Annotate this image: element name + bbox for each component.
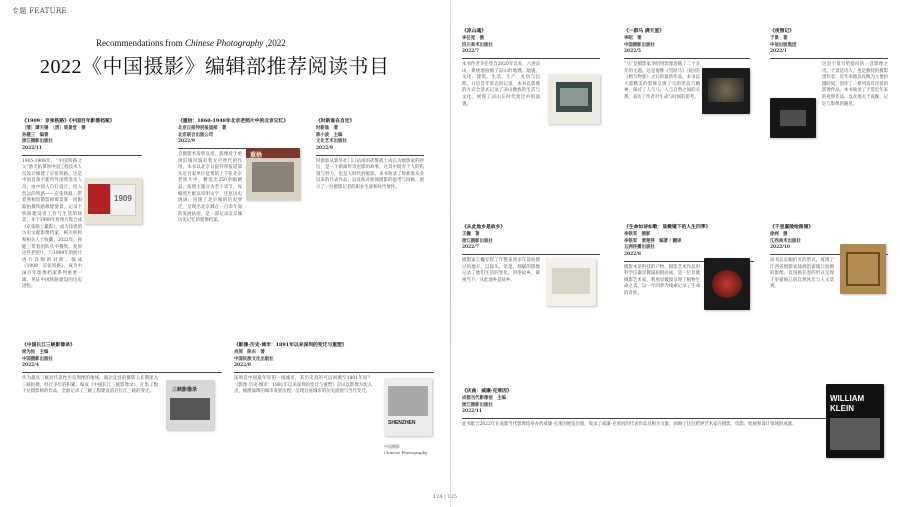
book-description: 该书以长幅折页的形式，再现了江西省摄影家徐洲沿嘉陵江拍摄的影像，以国画长卷的形式呈现千里嘉陵江的自然风光与人文景观。 [770,258,834,290]
book-title: 《夜照记》 [770,28,794,34]
book-date: 2022/8 [624,252,641,258]
book-title: 《影像·历史·城市：1891年以来深圳的变迁与重塑》 [234,342,347,348]
book-entry [462,388,882,429]
book-title: 《中国长江三峡影像录》 [22,342,75,348]
book-title: 《凉山魂》 [462,28,486,34]
book-date: 2022/11 [22,146,42,152]
book-date: 2022/10 [770,245,790,251]
book-description: 1905-1909年，“中国铁路之父”詹天佑带领中国工程技术人员设计修建了京张铁路，这是中国首条不使用外国资金及人员、由中国人自行设计、投入营运的铁路——京张铁路。带着照相馆摄影师谭景棠一同跟踪拍摄铁路修建情景，记录下铁路建设者工作与生活的场景，并于1909年将照片集合成《京张路工撮影》，成为珍贵的历史文献影像档案，相关机构和相关人士收藏。2022年，孙健三带着团队从中搜集、复原这些老照片，与1909年的照片进行详细的对照，编成《1909：京张铁路》，成为中国百年影像档案系列重要一辑，见证中国铁路建设的历史进程。 [22,158,82,290]
book-publisher: 中国摄影出版社 [624,42,655,48]
book-title: 《时新谁在自定》 [316,118,355,124]
book-publisher: 北京联合出版公司 [178,132,214,138]
book-date: 2022/7 [462,245,479,251]
book-editor: 李铁军 黄楚萍 编著 / 翻译 [624,238,682,244]
book-publisher: 浙江摄影出版社 [22,139,53,145]
book-description: 深圳是中国最年轻的一线城市，其历史真的可以回溯至1891年吗？《影像·历史·城市：1891年以来深圳的变迁与重塑》尝试以影像为切入点，梳理深圳的城市发展历程，呈现这座城市的历史面貌与当代变迁。 [234,376,372,395]
book-author: 成都当代影像馆 主编 [462,396,506,402]
book-date: 2022/11 [462,409,482,415]
book-cover-jialing [840,244,886,294]
book-description: “马”是摄影家李昭用影像追随了二十多年的主题。这是他继《雪原马》《蛇国》《榕与物象》之后的最新作品。本书以大量精美的影像呈现了马的形态与精神，探讨了人与马、人与自然之间的关系，表达了作者对生命与时间的思考。 [624,62,700,101]
book-editor: 陈小波 主编 [316,132,343,138]
book-date: 2022/1 [770,49,787,55]
book-publisher: 中信出版集团 [770,42,797,48]
book-cover-shenzhen: SHENZHEN [384,378,432,436]
book-author: 徐为民 主编 [22,350,49,356]
divider [234,372,434,373]
book-cover-chongshi: 重拾 [246,148,300,200]
book-author: 李铁军 摄影 [624,232,651,238]
book-title: 《生命如诗如歌：显微镜下的人生四季》 [624,224,711,230]
book-cover-liangshan [548,74,600,124]
book-title: 《1909：京张铁路》《中国百年影像档案》 [22,118,115,124]
divider [462,418,882,419]
book-author: 李昭 著 [624,36,642,42]
book-author: 肖阅 陈东 著 [234,350,265,356]
book-date: 2022/8 [234,363,251,369]
book-date: 2022/4 [22,363,39,369]
book-author: 王樾 著 [462,232,480,238]
book-publisher: 四川美术出版社 [462,42,493,48]
book-title: 《千里嘉陵绘图图》 [770,224,814,230]
divider [624,58,750,59]
book-cover-three-gorges: 三峡影像录 [166,380,214,430]
book-publisher: 中国民族文化出版社 [234,356,274,362]
book-description: 本书作者李任宽自2020年以来，六进凉山，系统地拍摄了凉山的地理、地貌、文化、建筑、生活、生产、礼俗与信仰，开启昔年常态的记录。本书以影像的方式全景式记录了凉山彝族的生活与文化，展现了凉山在时代变迁中的面貌。 [462,62,540,107]
book-description: 摄影本是科技的产物，摄影艺术作品用科学仪器显微镜拍摄而成，是一位显微摄影艺术家，利用显微镜呈现了植物生命之美，以一年四季为线索记录了生命的奇妙。 [624,264,700,297]
book-title: 《庆曲：威廉·克莱因》 [462,388,512,394]
book-title: 《重拾：1860-1948年北京老照片中的北京记忆》 [178,118,289,124]
divider [770,58,888,59]
book-cover-microscope [704,258,750,310]
book-description: 时新谁从新华社门口站岗的武警战士成长为摄影家的经历，是一个新闻传奇也影的故事。这其中既有个人的机遇与努力，也是大时代的缩影。本书收录了时新谁从业以来的代表作品，以及他对新闻摄影的思考与回顾，展示了一位摄影记者的职业生涯和时代情怀。 [316,158,424,191]
book-description: 这是于景写给提问的一首影像之诗。于景是诗人，也是独特的摄影创作者。近年来他以夜晚为主要拍摄时间，创作了一系列富有诗意的影像作品。本书收录了于景近年来的夜照作品，以及他关于夜晚、记忆与影像的随笔。 [822,62,888,107]
book-publisher: 中国摄影出版社 [22,356,53,362]
book-description: 作为最具三峡对代表性历史图像的地域，湖北宜昌的摄影人长期深入三峡拍摄，经过多年的积累，编成《中国长江三峡影像录》，汇集了数十位摄影师的作品，全面记录了三峡工程建设前后长江三峡的变迁。 [22,376,158,395]
divider [462,58,600,59]
book-date: 2022/5 [624,49,641,55]
divider [22,372,222,373]
hero-subtitle: Recommendations from Chinese Photography ,2022 [96,38,286,48]
hero-title: 2022《中国摄影》编辑部推荐阅读书目 [40,56,390,78]
book-publisher: 浙江摄影出版社 [462,402,493,408]
book-title: 《从此地乡是故乡》 [462,224,506,230]
book-entry [316,118,424,192]
book-description: 自摄影术发明以来，影像对于重现旧城风貌有着无可替代的作用。本书以北京日报特别报道部从近百家单位征集的上千张北京老照片中，精选出250余幅精品，按照主题分为若干章节，每幅照片配以说明文字，还原历史现场，再现了北京城的历史变迁，呈现出北京城在一百余年间的发展轨迹，是一部记录北京城历史记忆的影像档案。 [178,152,242,224]
book-description: 摄影家王樾专程了年整来到多年前拍摄过的地方，以镜头、笔墨，细腻的影像记录了他们生活的变化，回望故乡，凝视当下，从此地乡是故乡。 [462,258,540,283]
book-entry [770,28,888,108]
book-publisher: 五洲传播出版社 [624,245,655,251]
book-cover-hometown [546,258,596,306]
book-description: 此书配合2022年在成都当代影像馆举办的威廉·克莱因展览出版，收录了威廉·克莱因的代表作品及相关文献，回顾了这位跨界艺术家在摄影、电影、绘画和设计领域的成就。 [462,422,797,428]
book-author: 北京日报特别报道部 著 [178,126,227,132]
book-cover-night [770,98,816,138]
book-publisher: 江西美术出版社 [770,238,801,244]
book-publisher: 文化艺术出版社 [316,139,347,145]
magazine-logo: 中国摄影 Chinese Photography [384,444,428,455]
book-author: 李任宽 摄 [462,36,484,42]
book-editor: 孙健三 编著 [22,132,49,138]
book-date: 2022/7 [462,49,479,55]
book-cover-william-klein: WILLIAM KLEIN [826,384,884,458]
divider [462,254,600,255]
book-date: 2022/9 [178,139,195,145]
section-tag: 专题 FEATURE [12,7,67,15]
divider [22,155,142,156]
book-publisher: 浙江摄影出版社 [462,238,493,244]
page-spine [450,0,451,507]
book-title: 《一群马 满天星》 [624,28,665,34]
book-cover-beijing-railway: 1909 [84,178,142,224]
book-date: 2022/9 [316,146,333,152]
book-author: 徐洲 摄 [770,232,788,238]
book-author: 于景 著 [770,36,788,42]
page-numbers: 124 | 125 [433,494,457,500]
book-author: 时新谁 著 [316,126,338,132]
book-author: 〔清〕谭天锡 〔清〕周景堂 摄 [22,126,86,132]
divider [316,155,424,156]
book-cover-horses [702,68,750,114]
